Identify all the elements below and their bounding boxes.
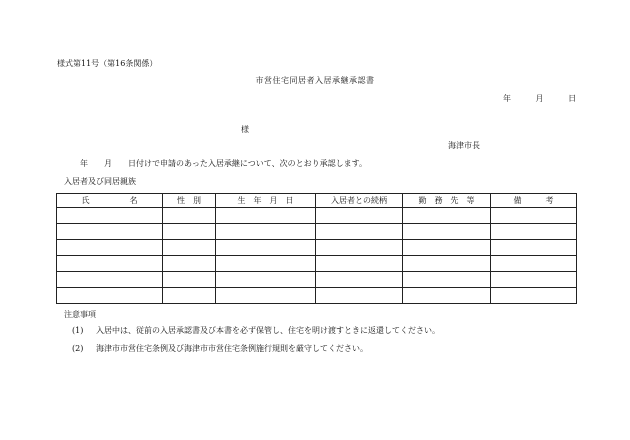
table-cell[interactable] [216,208,316,224]
table-row [57,272,577,288]
residents-table [56,193,577,304]
column-header-sex: 性 別 [163,194,216,208]
table-cell[interactable] [403,240,491,256]
table-cell[interactable] [57,240,163,256]
table-cell[interactable] [216,288,316,304]
note-text: 海津市市営住宅条例及び海津市市営住宅条例施行規則を厳守してください。 [96,344,368,353]
addressee-suffix: 様 [241,125,249,134]
note-text: 入居中は、従前の入居承認書及び本書を必ず保管し、住宅を明け渡すときに返還してください。 [96,326,440,335]
table-cell[interactable] [316,224,403,240]
column-header-name: 氏 名 [57,194,163,208]
table-cell[interactable] [216,272,316,288]
table-cell[interactable] [57,256,163,272]
date-day-label: 日 [568,94,577,103]
issuer-name: 海津市長 [448,141,480,150]
table-cell[interactable] [491,208,577,224]
table-row [57,224,577,240]
table-cell[interactable] [316,288,403,304]
note-item [72,345,368,353]
table-cell[interactable] [216,240,316,256]
note-number: (1) [72,326,84,335]
table-row [57,288,577,304]
table-body [57,208,577,304]
table-cell[interactable] [491,224,577,240]
table-row [57,256,577,272]
table-cell[interactable] [491,256,577,272]
table-cell[interactable] [403,288,491,304]
table-cell[interactable] [491,288,577,304]
note-number: (2) [72,344,84,353]
table-row [57,208,577,224]
table-cell[interactable] [57,288,163,304]
date-month-label: 月 [535,94,544,103]
table-cell[interactable] [403,208,491,224]
table-cell[interactable] [163,240,216,256]
table-cell[interactable] [57,272,163,288]
table-cell[interactable] [216,256,316,272]
note-item [72,327,440,335]
table-cell[interactable] [491,272,577,288]
table-cell[interactable] [163,208,216,224]
table-cell[interactable] [57,208,163,224]
table-cell[interactable] [163,288,216,304]
table-cell[interactable] [316,256,403,272]
table-cell[interactable] [163,272,216,288]
column-header-relationship: 入居者との続柄 [316,194,403,208]
column-header-birthdate: 生 年 月 日 [216,194,316,208]
table-cell[interactable] [216,224,316,240]
table-cell[interactable] [491,240,577,256]
column-header-workplace: 勤 務 先 等 [403,194,491,208]
date-line [503,95,576,103]
section-label: 入居者及び同居親族 [64,177,136,186]
approval-statement: 年 月 日付けで申請のあった入居承継について、次のとおり承認します。 [80,159,367,168]
form-number: 様式第11号（第16条関係） [57,59,158,68]
document-title: 市営住宅同居者入居承継承認書 [255,76,375,85]
table-cell[interactable] [316,272,403,288]
table-header-row [57,194,577,208]
table-cell[interactable] [316,208,403,224]
date-year-label: 年 [503,94,511,103]
table-cell[interactable] [163,224,216,240]
table-cell[interactable] [403,272,491,288]
table-cell[interactable] [163,256,216,272]
column-header-remarks: 備 考 [491,194,577,208]
table-cell[interactable] [403,224,491,240]
notes-label: 注意事項 [64,310,96,319]
table-row [57,240,577,256]
table-cell[interactable] [316,240,403,256]
table-cell[interactable] [403,256,491,272]
table-cell[interactable] [57,224,163,240]
